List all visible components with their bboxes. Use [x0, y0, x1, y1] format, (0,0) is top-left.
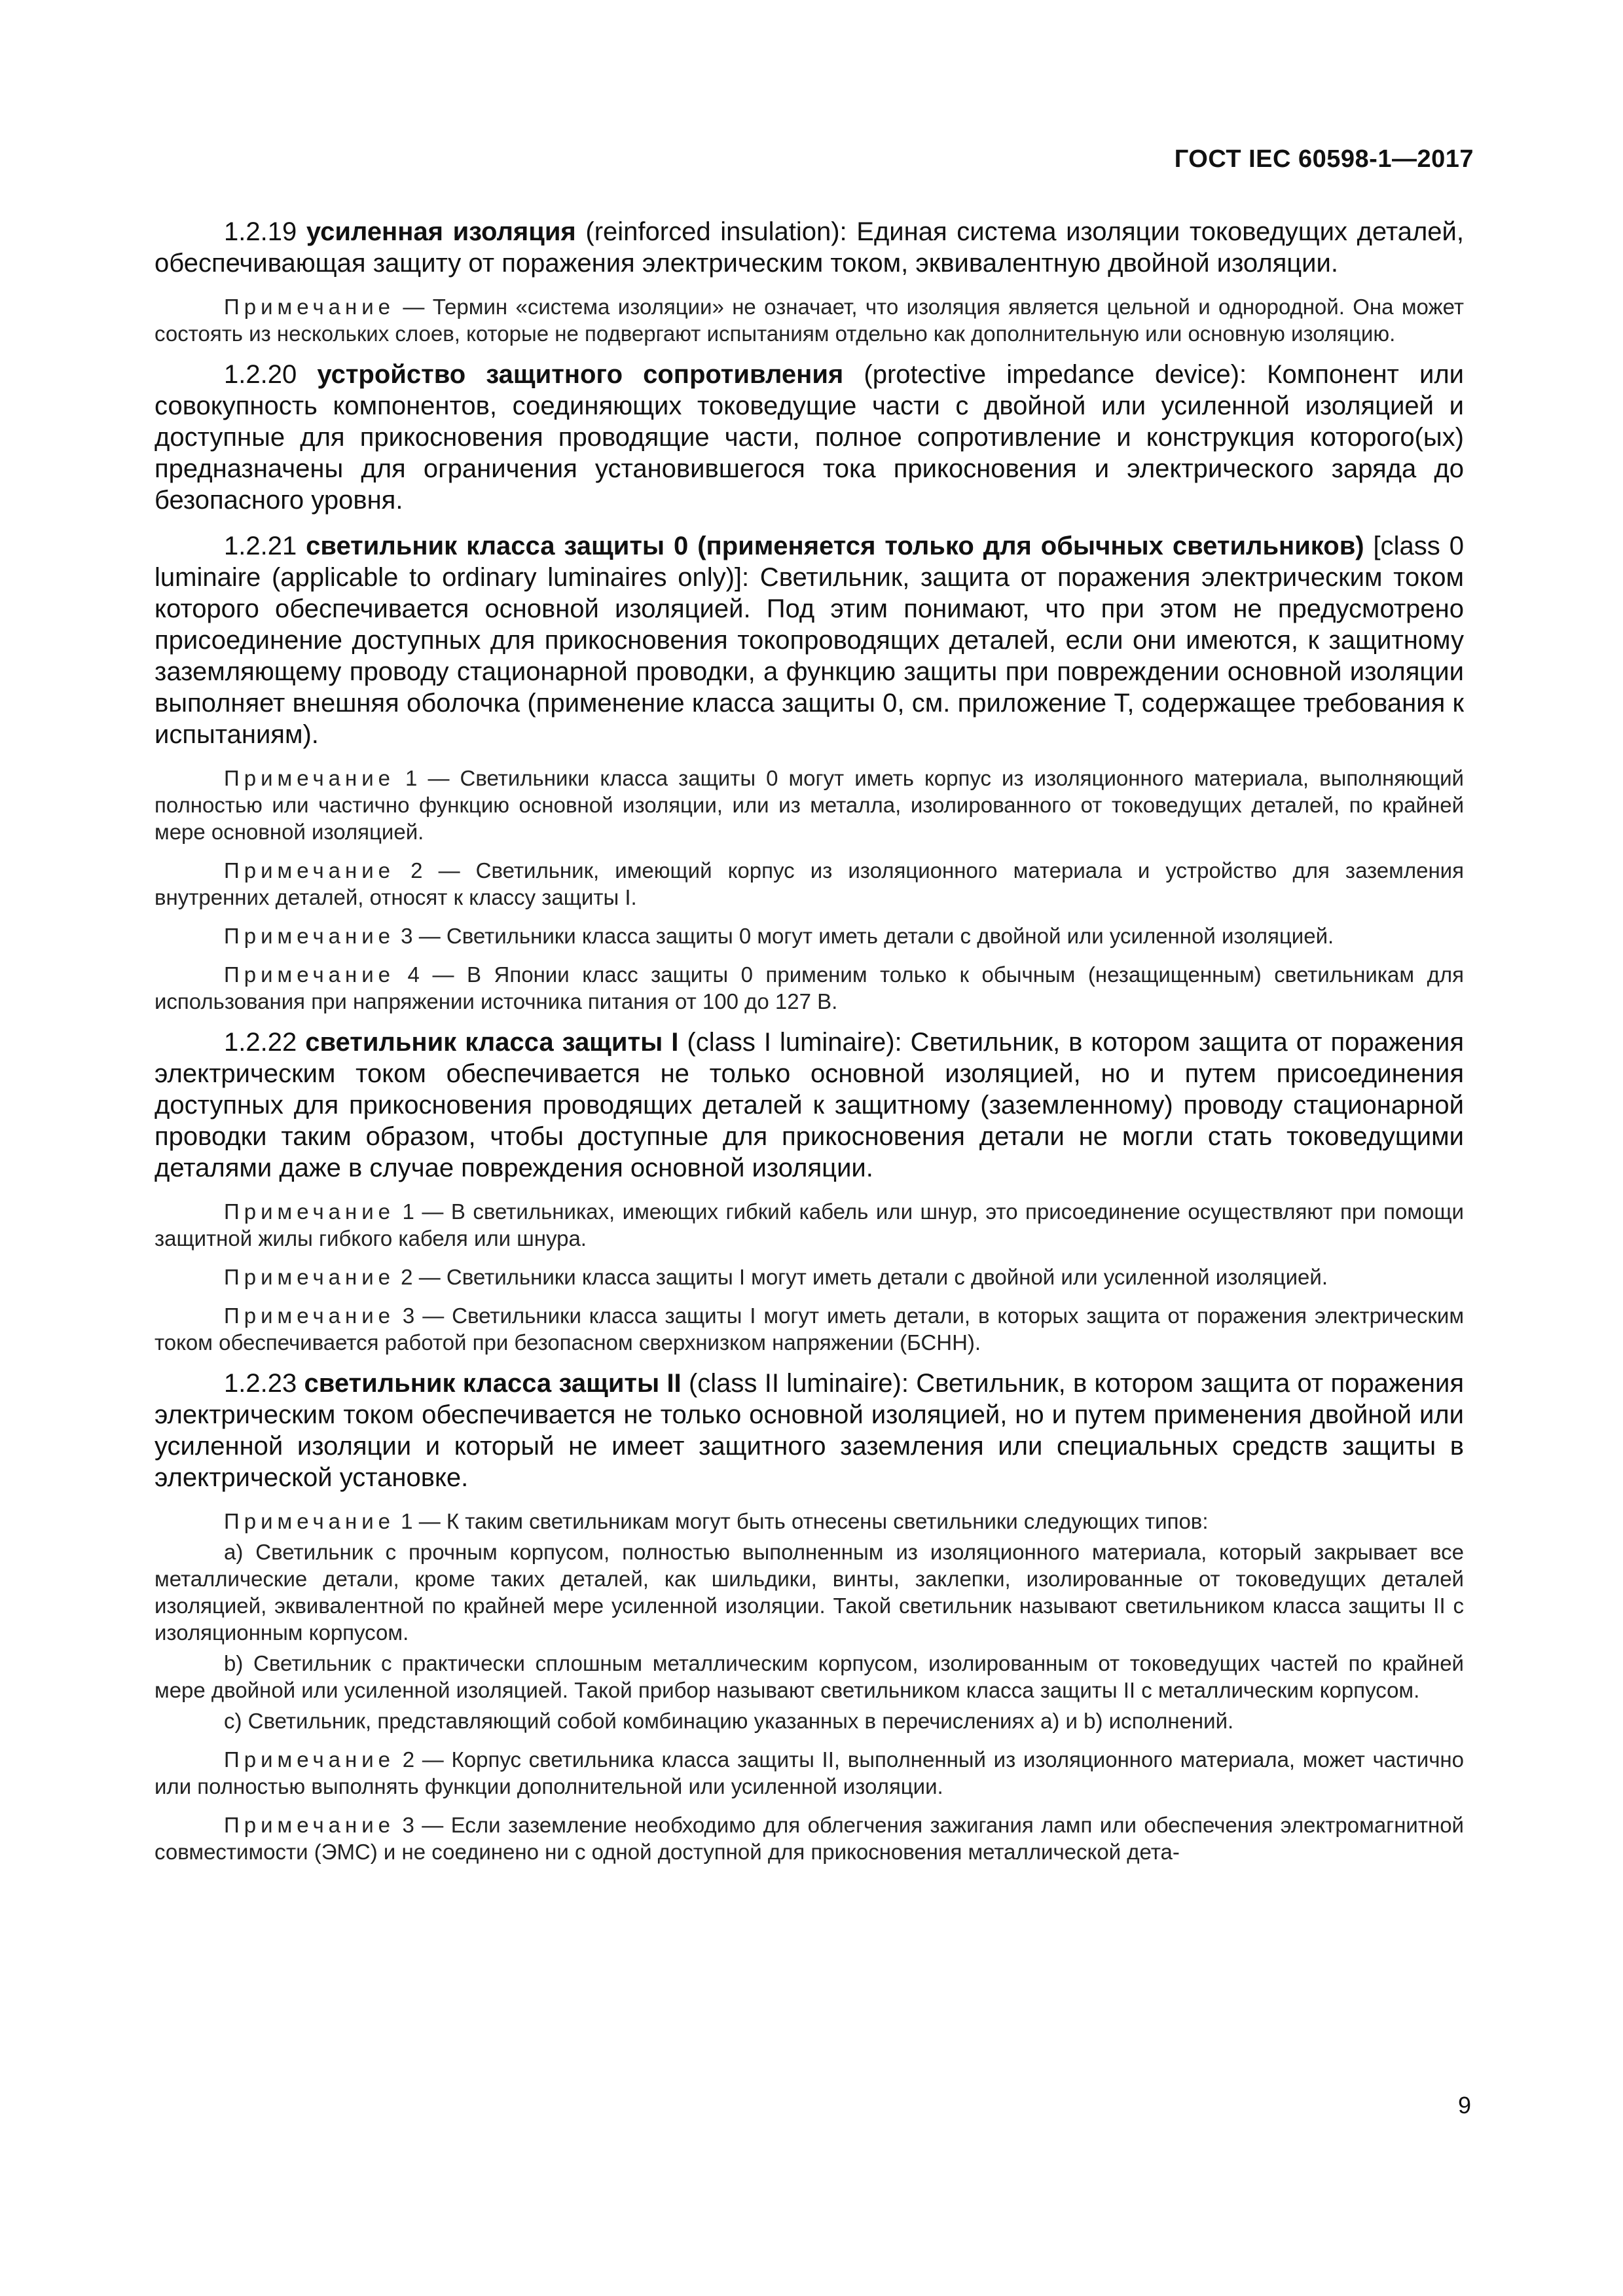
note-number: 4: [395, 962, 420, 987]
term-name: усиленная изоляция: [306, 217, 576, 246]
term-definition: (reinforced insulation): Единая система изоляции токоведущих деталей, обеспечивающая защиту от поражения электрическим током, эквивалентную двойной изоляции.: [155, 217, 1464, 278]
term-number: 1.2.23: [224, 1369, 297, 1398]
note-number: 1: [395, 766, 418, 790]
note-4: [155, 961, 1464, 1015]
note-3: [155, 922, 1464, 949]
note-label: Примечание: [224, 1303, 395, 1328]
note-text: — Корпус светильника класса защиты II, выполненный из изоляционного материала, может частично или полностью выполнять функции дополнительной или усиленной изоляции.: [155, 1747, 1464, 1798]
document-header: ГОСТ IEC 60598-1—2017: [1174, 145, 1474, 173]
note-2: [155, 1264, 1464, 1290]
note-2: [155, 1746, 1464, 1800]
note-number: 3: [395, 1813, 414, 1837]
note-text: — Термин «система изоляции» не означает, что изоляция является цельной и однородной. Она может состоять из нескольких слоев, которые не подвергают испытаниям отдельно как дополнительную или основную изоляцию.: [155, 295, 1464, 346]
term-1-2-22: [155, 1027, 1464, 1184]
note-label: Примечание: [224, 1747, 395, 1772]
document-body: [155, 216, 1464, 1877]
term-name: светильник класса защиты I: [305, 1028, 679, 1057]
note: [155, 293, 1464, 347]
note-text: — Если заземление необходимо для облегчения зажигания ламп или обеспечения электромагнитной совместимости (ЭМС) и не соединено ни с одной доступной для прикосновения металлической дета-: [155, 1813, 1464, 1864]
note-label: Примечание: [224, 962, 395, 987]
note-number: 2: [395, 1265, 413, 1289]
term-number: 1.2.19: [224, 217, 297, 246]
note-3: [155, 1812, 1464, 1865]
note-text: — Светильники класса защиты 0 могут иметь корпус из изоляционного материала, выполняющий полностью или частично функцию основной изоляции, или из металла, изолированного от токоведущих деталей, по крайней мере основной изоляцией.: [155, 766, 1464, 844]
note-text: — В светильниках, имеющих гибкий кабель или шнур, это присоединение осуществляют при помощи защитной жилы гибкого кабеля или шнура.: [155, 1199, 1464, 1250]
term-definition: (protective impedance device): Компонент или совокупность компонентов, соединяющих токоведущие части с двойной или усиленной изоляцией и доступные для прикосновения проводящие части, полное сопротивление и конструкция которого(ых) предназначены для ограничения установившегося тока прикосновения и электрического заряда до безопасного уровня.: [155, 360, 1464, 515]
term-definition: [class 0 luminaire (applicable to ordinary luminaires only)]: Светильник, защита от поражения электрическим током которого обеспечивается основной изоляцией. Под этим понимают, что при этом не предусмотрено присоединение доступных для прикосновения токопроводящих деталей, если они имеются, к защитному заземляющему проводу стационарной проводки, а функцию защиты при повреждении основной изоляции выполняет внешняя оболочка (применение класса защиты 0, см. приложение Т, содержащее требования к испытаниям).: [155, 532, 1464, 749]
note-number: 2: [395, 858, 423, 883]
note-label: Примечание: [224, 766, 395, 790]
note-number: 1: [395, 1509, 413, 1533]
note-3: [155, 1302, 1464, 1356]
term-1-2-23: [155, 1368, 1464, 1493]
term-definition: (class I luminaire): Светильник, в котором защита от поражения электрическим током обеспечивается не только основной изоляцией, но и путем присоединения доступных для прикосновения проводящих деталей к защитному (заземленному) проводу стационарной проводки таким образом, чтобы доступные для прикосновения детали не могли стать токоведущими деталями даже в случае повреждения основной изоляции.: [155, 1028, 1464, 1182]
term-number: 1.2.22: [224, 1028, 297, 1057]
note-1: [155, 1508, 1464, 1535]
term-1-2-20: [155, 359, 1464, 516]
term-name: светильник класса защиты II: [304, 1369, 682, 1398]
note-number: 2: [395, 1747, 415, 1772]
note-1: [155, 765, 1464, 845]
term-number: 1.2.21: [224, 532, 297, 560]
term-1-2-19: [155, 216, 1464, 279]
note-label: Примечание: [224, 1509, 395, 1533]
note-text: — Светильники класса защиты 0 могут иметь детали с двойной или усиленной изоляцией.: [412, 924, 1334, 948]
note-text: — К таким светильникам могут быть отнесены светильники следующих типов:: [412, 1509, 1209, 1533]
term-1-2-21: [155, 530, 1464, 750]
note-label: Примечание: [224, 295, 395, 319]
note-text: — Светильники класса защиты I могут иметь детали с двойной или усиленной изоляцией.: [412, 1265, 1328, 1289]
term-name: светильник класса защиты 0 (применяется только для обычных светильников): [306, 532, 1364, 560]
note-number: 1: [395, 1199, 414, 1224]
note-number: 3: [395, 1303, 415, 1328]
term-number: 1.2.20: [224, 360, 297, 389]
note-text: — Светильник, имеющий корпус из изоляционного материала и устройство для заземления внутренних деталей, относят к классу защиты I.: [155, 858, 1464, 909]
page-number: 9: [1457, 2092, 1471, 2119]
list-item-b: b) Светильник с практически сплошным металлическим корпусом, изолированным от токоведущих частей по крайней мере двойной или усиленной изоляцией. Такой прибор называют светильником класса защиты II с металлическим корпусом.: [155, 1651, 1464, 1702]
note-label: Примечание: [224, 1265, 395, 1289]
note-label: Примечание: [224, 1813, 395, 1837]
list-item-a: а) Светильник с прочным корпусом, полностью выполненным из изоляционного материала, который закрывает все металлические детали, кроме таких деталей, как шильдики, винты, заклепки, изолированные от токоведущих деталей изоляцией, эквивалентной по крайней мере усиленной изоляции. Такой светильник называют светильником класса защиты II с изоляционным корпусом.: [155, 1540, 1464, 1645]
term-name: устройство защитного сопротивления: [317, 360, 844, 389]
note-label: Примечание: [224, 924, 395, 948]
note-number: 3: [395, 924, 413, 948]
note-2: [155, 857, 1464, 911]
term-definition: (class II luminaire): Светильник, в котором защита от поражения электрическим током обеспечивается не только основной изоляцией, но и путем применения двойной или усиленной изоляции и который не имеет защитного заземления или специальных средств защиты в электрической установке.: [155, 1369, 1464, 1492]
list-item-c: с) Светильник, представляющий собой комбинацию указанных в перечислениях а) и b) исполнений.: [224, 1709, 1234, 1733]
note-1: [155, 1198, 1464, 1252]
note-text: — В Японии класс защиты 0 применим только к обычным (незащищенным) светильникам для использования при напряжении источника питания от 100 до 127 В.: [155, 962, 1464, 1013]
note-text: — Светильники класса защиты I могут иметь детали, в которых защита от поражения электрическим током обеспечивается работой при безопасном сверхнизком напряжении (БСНН).: [155, 1303, 1465, 1355]
note-label: Примечание: [224, 858, 395, 883]
note-label: Примечание: [224, 1199, 395, 1224]
